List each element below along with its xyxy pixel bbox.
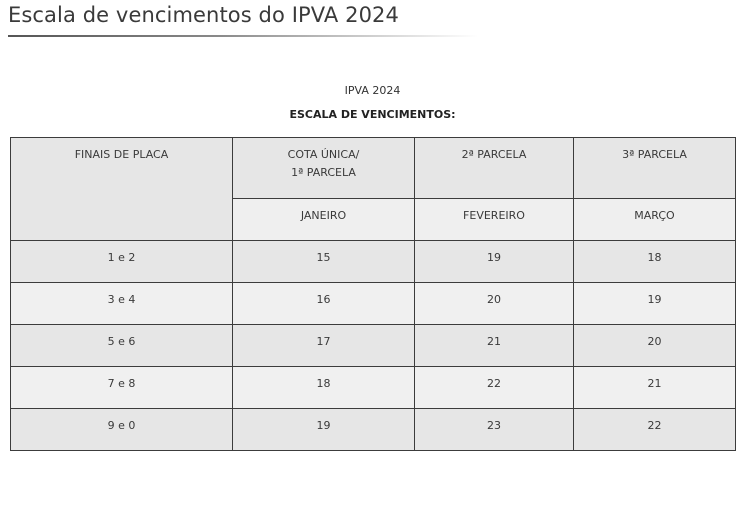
table-row bbox=[11, 409, 736, 451]
table-row bbox=[11, 283, 736, 325]
february-day-cell: 21 bbox=[415, 325, 574, 367]
february-day-cell: 19 bbox=[415, 241, 574, 283]
march-day-cell: 20 bbox=[574, 325, 736, 367]
page-title: Escala de vencimentos do IPVA 2024 bbox=[8, 3, 399, 27]
header-single-quota-line1: COTA ÚNICA/ bbox=[287, 148, 360, 161]
february-day-cell: 23 bbox=[415, 409, 574, 451]
january-day-cell: 15 bbox=[233, 241, 415, 283]
header-month-march: MARÇO bbox=[574, 199, 736, 241]
march-day-cell: 21 bbox=[574, 367, 736, 409]
january-day-cell: 19 bbox=[233, 409, 415, 451]
february-day-cell: 20 bbox=[415, 283, 574, 325]
header-month-january: JANEIRO bbox=[233, 199, 415, 241]
header-row-installments bbox=[11, 138, 736, 199]
march-day-cell: 22 bbox=[574, 409, 736, 451]
march-day-cell: 19 bbox=[574, 283, 736, 325]
table-heading: ESCALA DE VENCIMENTOS: bbox=[289, 108, 456, 121]
table-subtitle: IPVA 2024 bbox=[344, 84, 401, 97]
plate-ending-cell: 1 e 2 bbox=[11, 241, 233, 283]
header-third-installment: 3ª PARCELA bbox=[574, 138, 736, 199]
due-dates-table bbox=[10, 137, 736, 451]
header-single-quota bbox=[233, 138, 415, 199]
january-day-cell: 16 bbox=[233, 283, 415, 325]
table-row bbox=[11, 325, 736, 367]
january-day-cell: 18 bbox=[233, 367, 415, 409]
plate-ending-cell: 9 e 0 bbox=[11, 409, 233, 451]
plate-ending-cell: 7 e 8 bbox=[11, 367, 233, 409]
header-plate-endings: FINAIS DE PLACA bbox=[11, 138, 233, 241]
plate-ending-cell: 3 e 4 bbox=[11, 283, 233, 325]
title-underline bbox=[8, 35, 478, 37]
table-row bbox=[11, 241, 736, 283]
header-month-february: FEVEREIRO bbox=[415, 199, 574, 241]
march-day-cell: 18 bbox=[574, 241, 736, 283]
february-day-cell: 22 bbox=[415, 367, 574, 409]
table-row bbox=[11, 367, 736, 409]
header-second-installment: 2ª PARCELA bbox=[415, 138, 574, 199]
header-single-quota-line2: 1ª PARCELA bbox=[291, 166, 356, 179]
january-day-cell: 17 bbox=[233, 325, 415, 367]
plate-ending-cell: 5 e 6 bbox=[11, 325, 233, 367]
